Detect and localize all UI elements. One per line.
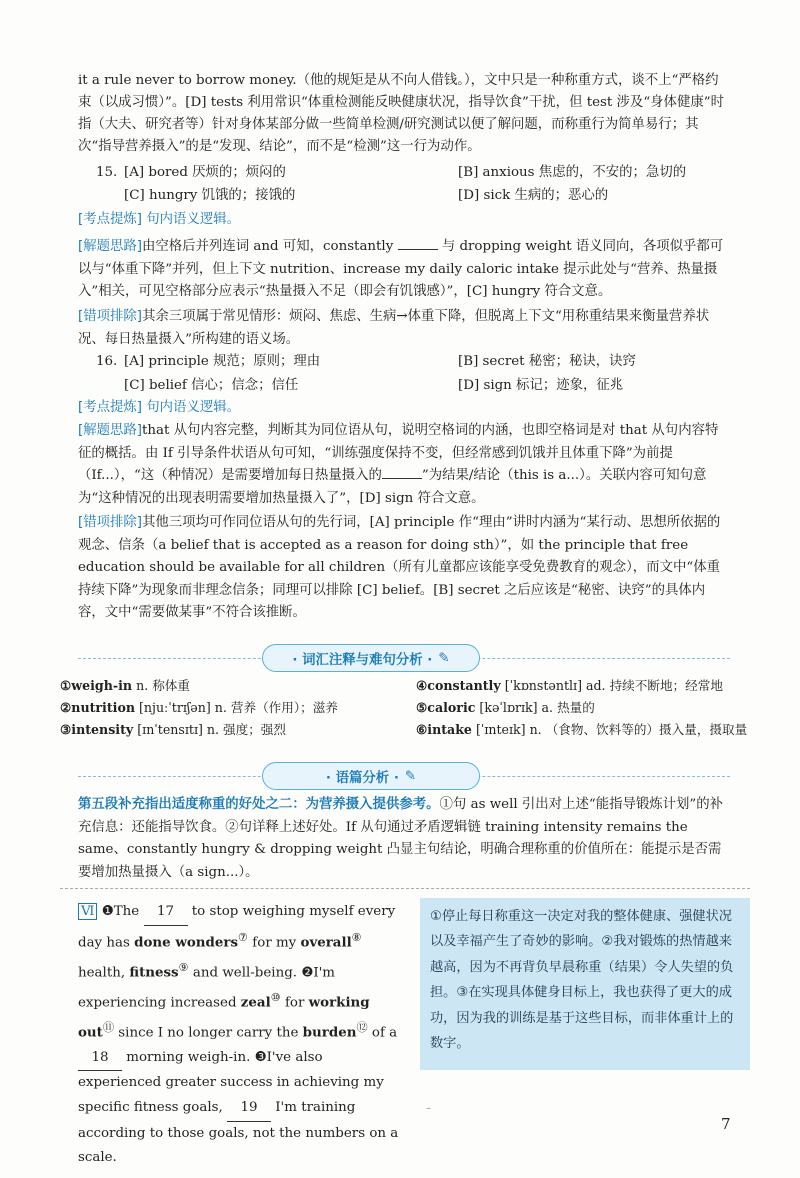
q15-idea-tag: [解题思路] [78, 239, 143, 254]
paragraph-marker: Ⅵ [78, 903, 97, 920]
q15-idea-text-1: 由空格后并列连词 and 可知，constantly [142, 239, 394, 254]
analysis-section-title [262, 762, 480, 790]
q15-idea [78, 236, 730, 304]
q15-idea-text-2: 与 dropping weight 语义同向，各项似乎都可以与“体重下降”并列，但上下文 nutrition、increase my daily caloric intake 提示此处与“营养、热量摄入”相关，可见空格部分应表示“热量摄入不足（即会有饥饿感）”，[C] hungry 符合文意。 [78, 239, 724, 299]
quill-icon: ✎ [438, 650, 450, 666]
vocab-right-list [416, 675, 747, 741]
footer-mark: – [426, 1103, 431, 1114]
q16-elimination [78, 512, 730, 625]
q16-focus-tag: [考点提炼] [78, 400, 143, 415]
q15-option-d: [D] sick 生病的；恶心的 [458, 188, 609, 203]
q16-number: 16. [96, 354, 118, 369]
vocab-title-text: · 词汇注释与难句分析 · [292, 652, 433, 668]
analysis-paragraph [78, 794, 730, 884]
vocab-item: ④constantly [ˈkɒnstəntlɪ] ad. 持续不断地；经常地 [416, 678, 723, 693]
q16-focus-text: 句内语义逻辑。 [146, 400, 241, 415]
analysis-lead: 第五段补充指出适度称重的好处之二：为营养摄入提供参考。 [78, 797, 440, 812]
analysis-body: ①句 as well 引出对上述“能指导锻炼计划”的补充信息：还能指导饮食。②句详释上述好处。If 从句通过矛盾逻辑链 training intensity remains the same、constantly hungry & dropping weight 凸显主句结论，明确合理称重的价值所在：能提示是否需要增加热量摄入（a sign...）。 [78, 797, 724, 880]
translation-text: ①停止每日称重这一决定对我的整体健康、强健状况以及幸福产生了奇妙的影响。②我对锻炼的热情越来越高，因为不再背负早晨称重（结果）令人失望的负担。③在实现具体健身目标上，我也获得了更大的成功，因为我的训练是基于这些目标，而非体重计上的数字。 [430, 909, 734, 1052]
q15-focus [78, 210, 240, 230]
q16-option-d: [D] sign 标记；迹象，征兆 [458, 378, 624, 393]
q16-idea-tag: [解题思路] [78, 423, 143, 438]
q16-option-c: [C] belief 信心；信念；信任 [124, 378, 299, 393]
vocab-item: ⑥intake [ˈɪnteɪk] n. （食物、饮料等的）摄入量，摄取量 [416, 722, 748, 737]
blank-17[interactable]: 17 [144, 900, 188, 926]
passage-paragraph-6: Ⅵ ❶The 17 to stop weighing myself every day has done wonders⑦ for my overall⑧ health, fitness⑨ and well-being. ❷I'm experiencing increased zeal⑩ for working out⑪ since I no longer carry the burden⑫ of a 18 morning weigh-in. ❸I've also experienced greater success in achieving my specific fitness goals, 19 I'm training according to those goals, not the numbers on a scale. [78, 900, 408, 1171]
q16-elim-text: 其他三项均可作同位语从句的先行词，[A] principle 作“理由”讲时内涵为“某行动、思想所依据的观念、信条（a belief that is accepted as a reason for doing sth）”，如 the principle that free education should be available for all children（所有儿童都应该能享受免费教育的观念），而文中“体重持续下降”为现象而非理念信条；同理可以排除 [C] belief。[B] secret 之后应该是“秘密、诀窍”的具体内容，文中“需要做某事”不符合该推断。 [78, 515, 721, 620]
q15-number: 15. [96, 165, 118, 180]
vocab-item: ③intensity [ɪnˈtensɪtɪ] n. 强度；强烈 [60, 722, 286, 737]
q15-focus-tag: [考点提炼] [78, 212, 143, 227]
q15-elim-tag: [错项排除] [78, 309, 143, 324]
q16-option-b: [B] secret 秘密；秘诀，诀窍 [458, 354, 636, 369]
analysis-title-text: · 语篇分析 · [325, 770, 399, 786]
q16-elim-tag: [错项排除] [78, 515, 143, 530]
vocab-left-list [60, 675, 338, 741]
page-number: 7 [721, 1115, 731, 1133]
q15-option-a: [A] bored 厌烦的；烦闷的 [124, 165, 286, 180]
intro-paragraph: it a rule never to borrow money.（他的规矩是从不向人借钱。），文中只是一种称重方式，谈不上“严格约束（以成习惯）”。[D] tests 利用常识“体重检测能反映健康状况，指导饮食”干扰，但 test 涉及“身体健康”时指（大夫、研究者等）针对身体某部分做一些简单检测/研究测试以便了解问题，而称重行为简单易行；其次“指导营养摄入”的是“发现、结论”，而不是“检测”这一行为动作。 [78, 73, 724, 154]
q16-inline-blank [382, 466, 422, 479]
q16-idea-text-1: that 从句内容完整，判断其为同位语从句，说明空格词的内涵，也即空格词是对 that 从句内容特征的概括。由 If 引导条件状语从句可知，“训练强度保持不变，但经常感到饥饿并且体重下降”为前提（If...），“这（种情况）是需要增加每日热量摄入的 [78, 423, 719, 483]
q15-elim-text: 其余三项属于常见情形：烦闷、焦虑、生病→体重下降，但脱离上下文“用称重结果来衡量营养状况、每日热量摄入”所构建的语义场。 [78, 309, 710, 347]
vocab-section-title [262, 644, 480, 672]
q15-option-b: [B] anxious 焦虑的，不安的；急切的 [458, 165, 687, 180]
blank-19[interactable]: 19 [227, 1096, 271, 1122]
vocab-item: ⑤caloric [kəˈlɒrɪk] a. 热量的 [416, 700, 595, 715]
q15-inline-blank [398, 237, 438, 250]
q15-focus-text: 句内语义逻辑。 [146, 212, 241, 227]
q16-idea-text-2: ”为结果/结论（this is a...）。关联内容可知句意为“这种情况的出现表明需要增加热量摄入了”，[D] sign 符合文意。 [78, 468, 707, 506]
blank-18[interactable]: 18 [78, 1046, 122, 1072]
quill-icon: ✎ [404, 768, 417, 784]
q16-focus [78, 398, 240, 418]
q15-option-c: [C] hungry 饥饿的；接饿的 [124, 188, 296, 203]
translation-box [420, 898, 750, 1070]
vocab-item: ②nutrition [njuːˈtrɪʃən] n. 营养（作用）；滋养 [60, 700, 338, 715]
q16-idea [78, 420, 730, 510]
passage-divider [60, 888, 750, 889]
q15-elimination [78, 306, 730, 351]
vocab-item: ①weigh-in n. 称体重 [60, 678, 190, 693]
q16-option-a: [A] principle 规范；原则；理由 [124, 354, 321, 369]
